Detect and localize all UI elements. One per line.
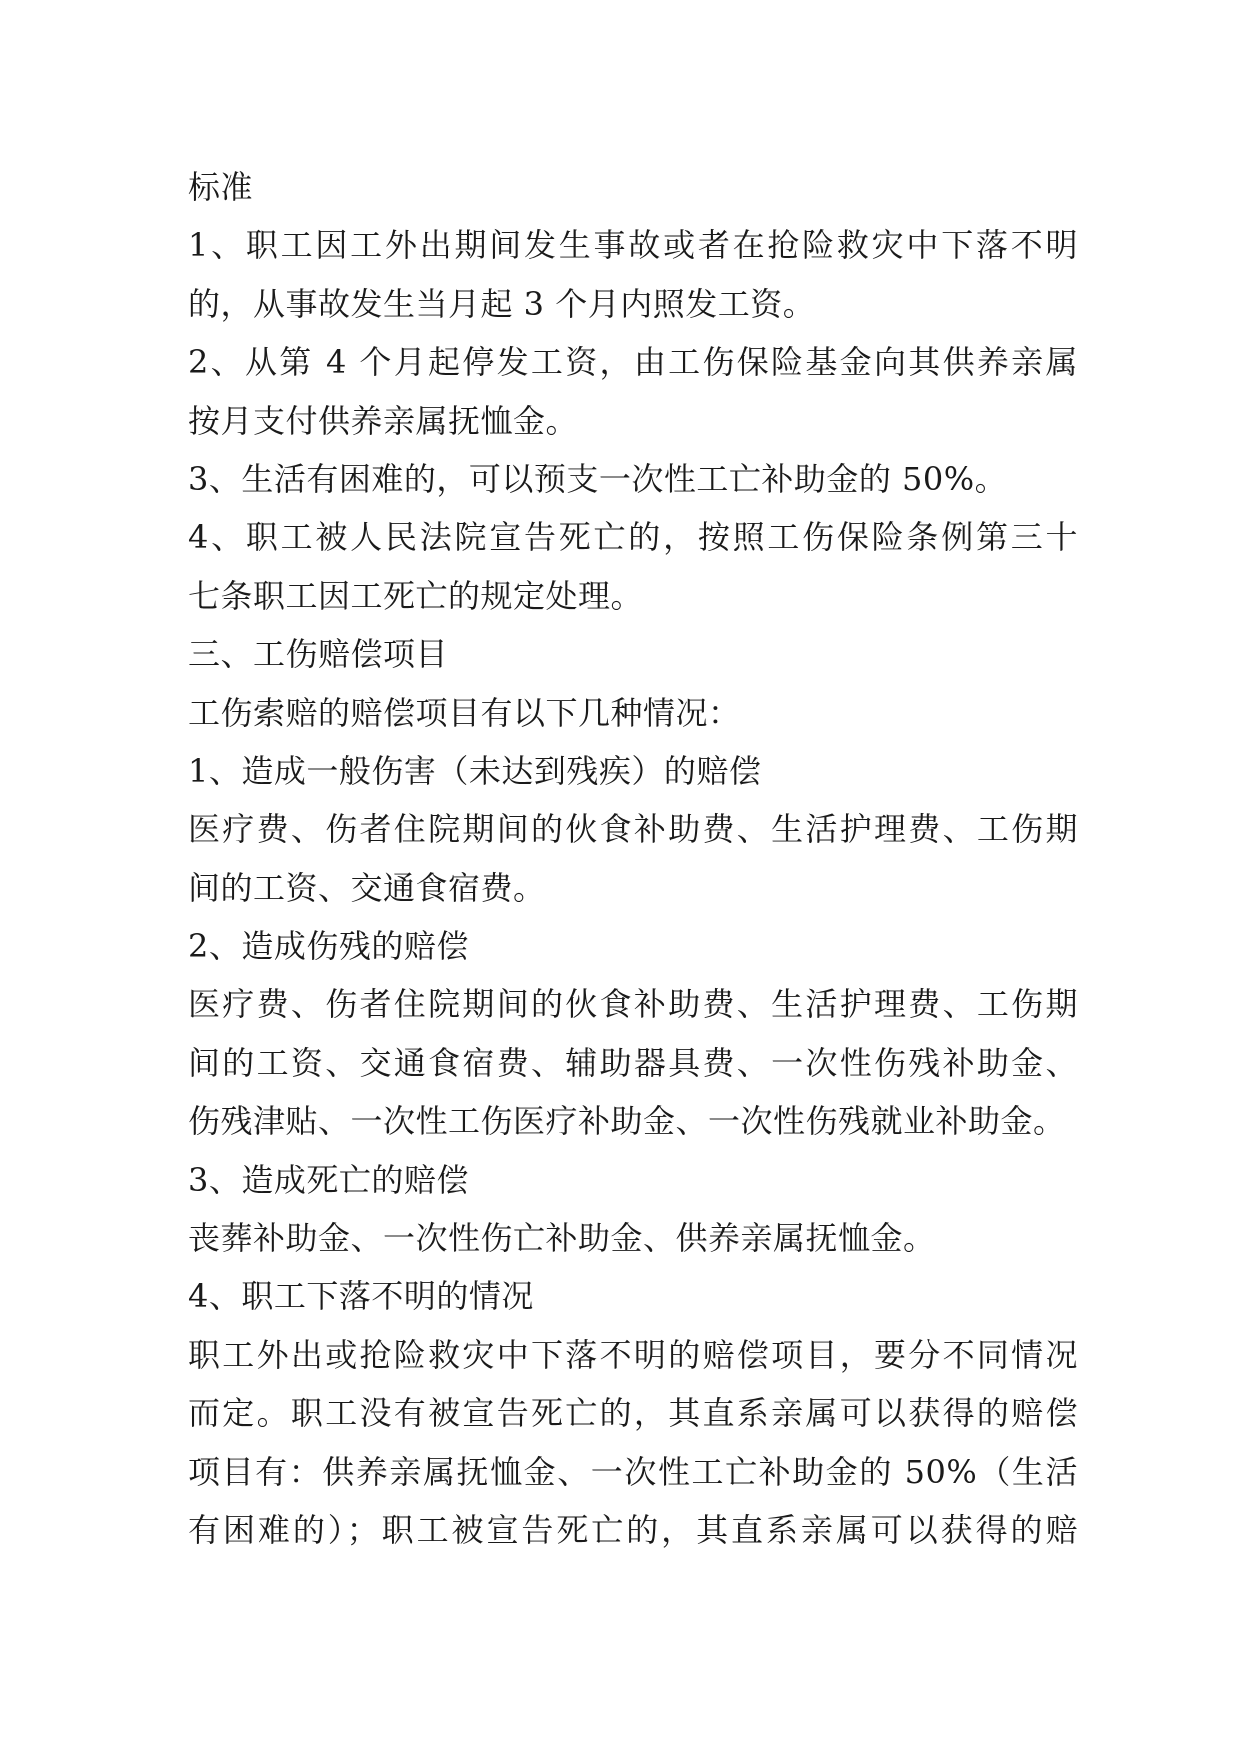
text-line: 4、职工被人民法院宣告死亡的，按照工伤保险条例第三十 [188, 518, 1078, 557]
text-line: 职工外出或抢险救灾中下落不明的赔偿项目，要分不同情况 [188, 1335, 1078, 1374]
text-line: 1、职工因工外出期间发生事故或者在抢险救灾中下落不明 [188, 226, 1078, 265]
text-line: 2、从第 4 个月起停发工资，由工伤保险基金向其供养亲属 [188, 343, 1078, 382]
text-line: 丧葬补助金、一次性伤亡补助金、供养亲属抚恤金。 [188, 1219, 936, 1258]
text-line: 标准 [188, 168, 254, 206]
document-body [188, 158, 1078, 1559]
text-line: 按月支付供养亲属抚恤金。 [188, 401, 579, 440]
text-line: 七条职工因工死亡的规定处理。 [188, 576, 644, 615]
subsection-heading: 4、职工下落不明的情况 [188, 1277, 534, 1316]
text-line: 医疗费、伤者住院期间的伙食补助费、生活护理费、工伤期 [188, 810, 1078, 849]
section-heading: 三、工伤赔偿项目 [188, 635, 449, 674]
text-line: 而定。职工没有被宣告死亡的，其直系亲属可以获得的赔偿 [188, 1394, 1078, 1433]
subsection-heading: 3、造成死亡的赔偿 [188, 1160, 469, 1199]
text-line: 3、生活有困难的，可以预支一次性工亡补助金的 50%。 [188, 459, 1008, 498]
subsection-heading: 2、造成伤残的赔偿 [188, 927, 469, 966]
text-line: 有困难的）；职工被宣告死亡的，其直系亲属可以获得的赔 [188, 1510, 1078, 1549]
text-line: 间的工资、交通食宿费、辅助器具费、一次性伤残补助金、 [188, 1043, 1078, 1082]
text-line: 项目有：供养亲属抚恤金、一次性工亡补助金的 50%（生活 [188, 1452, 1078, 1491]
text-line: 工伤索赔的赔偿项目有以下几种情况： [188, 693, 741, 732]
text-line: 伤残津贴、一次性工伤医疗补助金、一次性伤残就业补助金。 [188, 1102, 1066, 1141]
text-line: 的，从事故发生当月起 3 个月内照发工资。 [188, 284, 816, 323]
subsection-heading: 1、造成一般伤害（未达到残疾）的赔偿 [188, 751, 762, 790]
text-line: 间的工资、交通食宿费。 [188, 868, 546, 907]
text-line: 医疗费、伤者住院期间的伙食补助费、生活护理费、工伤期 [188, 985, 1078, 1024]
